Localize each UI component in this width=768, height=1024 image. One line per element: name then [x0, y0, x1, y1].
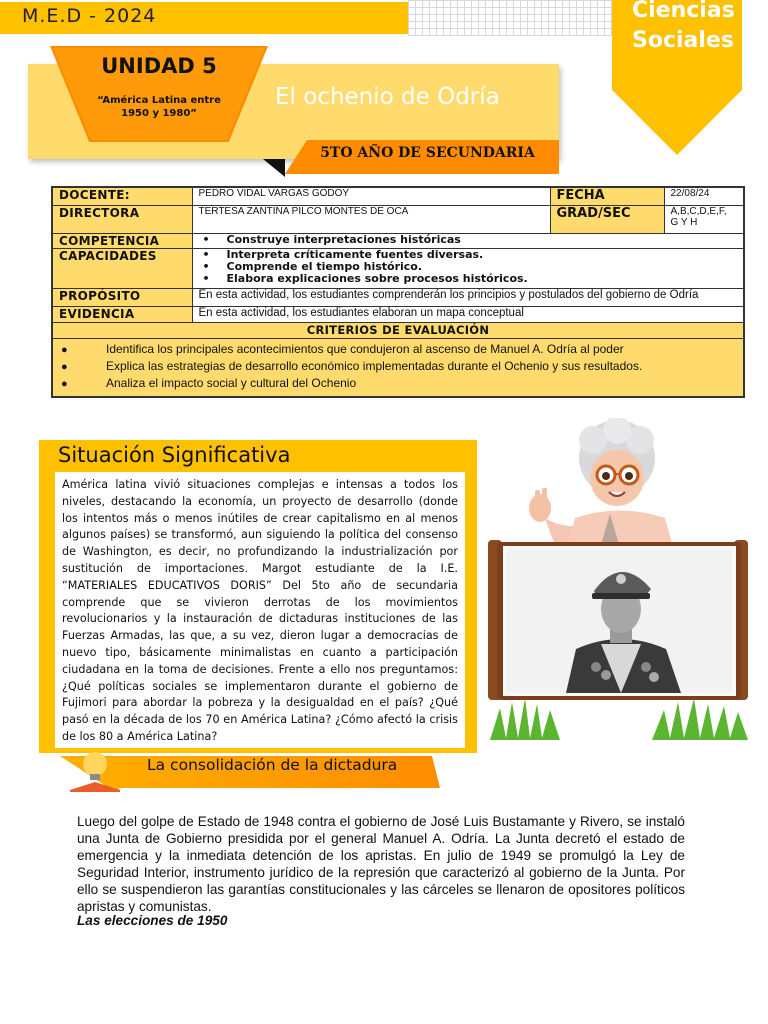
criterios-heading: CRITERIOS DE EVALUACIÓN — [52, 322, 744, 338]
gradsec-label: GRAD/SEC — [550, 205, 664, 233]
criterio-item: ● Explica las estrategias de desarrollo económico implementadas durante el Ochenio y sus resultados. — [59, 358, 737, 375]
subject-banner-text: Ciencias Sociales — [632, 0, 735, 53]
grade-label: 5TO AÑO DE SECUNDARIA — [320, 145, 535, 161]
table-row — [52, 338, 744, 397]
docente-label: DOCENTE: — [52, 187, 192, 205]
situacion-text: América latina vivió situaciones complejas e intensas a todos los niveles, destacando la economía, un proyecto de desarrollo (donde los intentos más o menos inútiles de crear capitalismo en al menos algunos países) se transformó, aun siguiendo la política del consenso de Washington, es decir, no profundizando la industrialización por sustitución de importaciones. Margot estudiante de la I.E. “MATERIALES EDUCATIVOS DORIS” Del 5to año de secundaria comprende que se vivieron derrotas de los movimientos revolucionarios y la instauración de dictaduras instituciones de las Fuerzas Armadas, las que, a su vez, dieron lugar a democracias de nuevo tipo, básicamente minimalistas en cuanto a participación ciudadana en la toma de decisiones. Frente a ello nos preguntamos: ¿Qué políticas sociales se implementaron durante el gobierno de Fujimori para abordar la pobreza y la desigualdad en el país? ¿Qué pasó en la década de los 70 en América Latina? ¿Cómo afectó la crisis de los 80 a América Latina? — [55, 472, 465, 748]
directora-value: TERTESA ZANTINA PILCO MONTES DE OCA — [192, 205, 550, 233]
fecha-label: FECHA — [550, 187, 664, 205]
grass-icon — [652, 698, 748, 740]
evidencia-label: EVIDENCIA — [52, 306, 192, 322]
unit-number: UNIDAD 5 — [101, 54, 217, 78]
criterios-cell — [52, 338, 744, 397]
capacidad-item: • Elabora explicaciones sobre procesos históricos. — [199, 273, 738, 285]
consolidacion-title: La consolidación de la dictadura — [147, 756, 398, 774]
table-row — [52, 288, 744, 306]
capacidades-label: CAPACIDADES — [52, 248, 192, 288]
proposito-value: En esta actividad, los estudiantes comprenderán los principios y postulados del gobierno de Odría — [192, 288, 744, 306]
proposito-label: PROPÓSITO — [52, 288, 192, 306]
capacidad-item: • Interpreta críticamente fuentes diversas. — [199, 249, 738, 261]
docente-value: PEDRO VIDAL VARGAS GODOY — [192, 187, 550, 205]
fecha-value: 22/08/24 — [664, 187, 744, 205]
table-row — [52, 306, 744, 322]
gradsec-value: A,B,C,D,E,F, G Y H — [664, 205, 744, 233]
capacidades-cell — [192, 248, 744, 288]
criterio-item: ● Identifica los principales acontecimientos que condujeron al ascenso de Manuel A. Odría al poder — [59, 341, 737, 358]
directora-label: DIRECTORA — [52, 205, 192, 233]
grandmother-illustration — [515, 418, 685, 548]
unit-subtitle: “América Latina entre 1950 y 1980” — [97, 95, 221, 119]
situacion-title: Situación Significativa — [58, 443, 291, 467]
grid-decoration — [408, 0, 613, 36]
table-row — [52, 187, 744, 205]
grass-icon — [490, 698, 560, 740]
table-row — [52, 248, 744, 288]
elecciones-subheading: Las elecciones de 1950 — [77, 913, 228, 928]
capacidad-item: • Comprende el tiempo histórico. — [199, 261, 738, 273]
consolidacion-text: Luego del golpe de Estado de 1948 contra el gobierno de José Luis Bustamante y Rivero, se instaló una Junta de Gobierno presidida por el general Manuel A. Odría. La Junta decretó el estado de emergencia y la inmediata detención de los apristas. En julio de 1949 se promulgó la Ley de Seguridad Interior, instrumento jurídico de la represión que caracterizó al gobierno de la Junta. Por ello se suspendieron las garantías constitucionales y las cárceles se llenaron de opositores políticos apristas y comunistas. — [77, 814, 685, 914]
odria-portrait — [506, 549, 732, 693]
criterio-item: ● Analiza el impacto social y cultural del Ochenio — [59, 375, 737, 392]
table-row — [52, 205, 744, 233]
competencia-value: • Construye interpretaciones históricas — [199, 234, 738, 246]
med-header-bar — [0, 2, 408, 34]
competencia-cell — [192, 233, 744, 248]
unit-title: El ochenio de Odría — [275, 84, 500, 110]
evidencia-value: En esta actividad, los estudiantes elaboran un mapa conceptual — [192, 306, 744, 322]
grade-tab-fold — [263, 159, 285, 177]
table-row — [52, 322, 744, 338]
table-row — [52, 233, 744, 248]
session-info-table — [51, 186, 745, 398]
med-label: M.E.D - 2024 — [22, 5, 157, 27]
competencia-label: COMPETENCIA — [52, 233, 192, 248]
